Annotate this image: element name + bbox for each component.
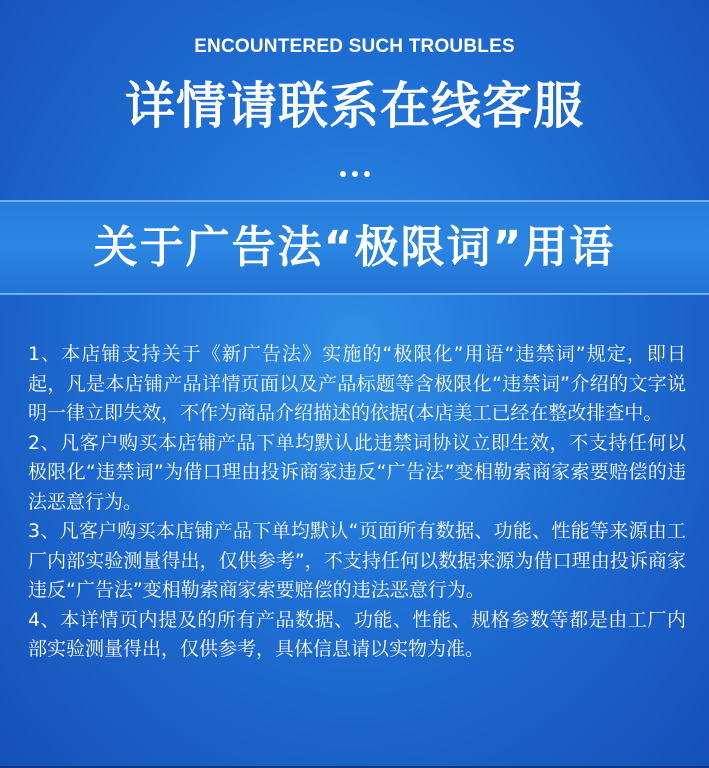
band-bottom-divider [0, 293, 709, 295]
notice-paragraph-1: 1、本店铺支持关于《新广告法》实施的“极限化”用语“违禁词”规定，即日起，凡是本店铺产品详情页面以及产品标题等含极限化“违禁词”介绍的文字说明一律立即失效，不作为商品介绍描述的依据(本店美工已经在整改排查中。 [28, 343, 686, 424]
dot-icon [352, 171, 358, 177]
notice-body [28, 340, 686, 665]
dot-divider [0, 163, 709, 175]
notice-paragraph-4: 4、本详情页内提及的所有产品数据、功能、性能、规格参数等都是由工厂内部实验测量得出，仅供参考，具体信息请以实物为准。 [28, 608, 686, 660]
notice-paragraph-2: 2、凡客户购买本店铺产品下单均默认此违禁词协议立即生效，不支持任何以极限化“违禁词”为借口理由投诉商家违反“广告法”变相勒索商家索要赔偿的违法恶意行为。 [28, 431, 686, 513]
notice-paragraph-3: 3、凡客户购买本店铺产品下单均默认“页面所有数据、功能、性能等来源由工厂内部实验测量得出，仅供参考”，不支持任何以数据来源为借口理由投诉商家违反“广告法”变相勒索商家索要赔偿的违法恶意行为。 [28, 520, 686, 601]
section-title: 关于广告法“极限词”用语 [93, 222, 616, 273]
band-top-divider [0, 200, 709, 202]
dot-icon [340, 171, 346, 177]
dot-icon [364, 171, 370, 177]
contact-customer-service-title: 详情请联系在线客服 [125, 77, 584, 135]
english-subtitle: ENCOUNTERED SUCH TROUBLES [194, 36, 515, 57]
